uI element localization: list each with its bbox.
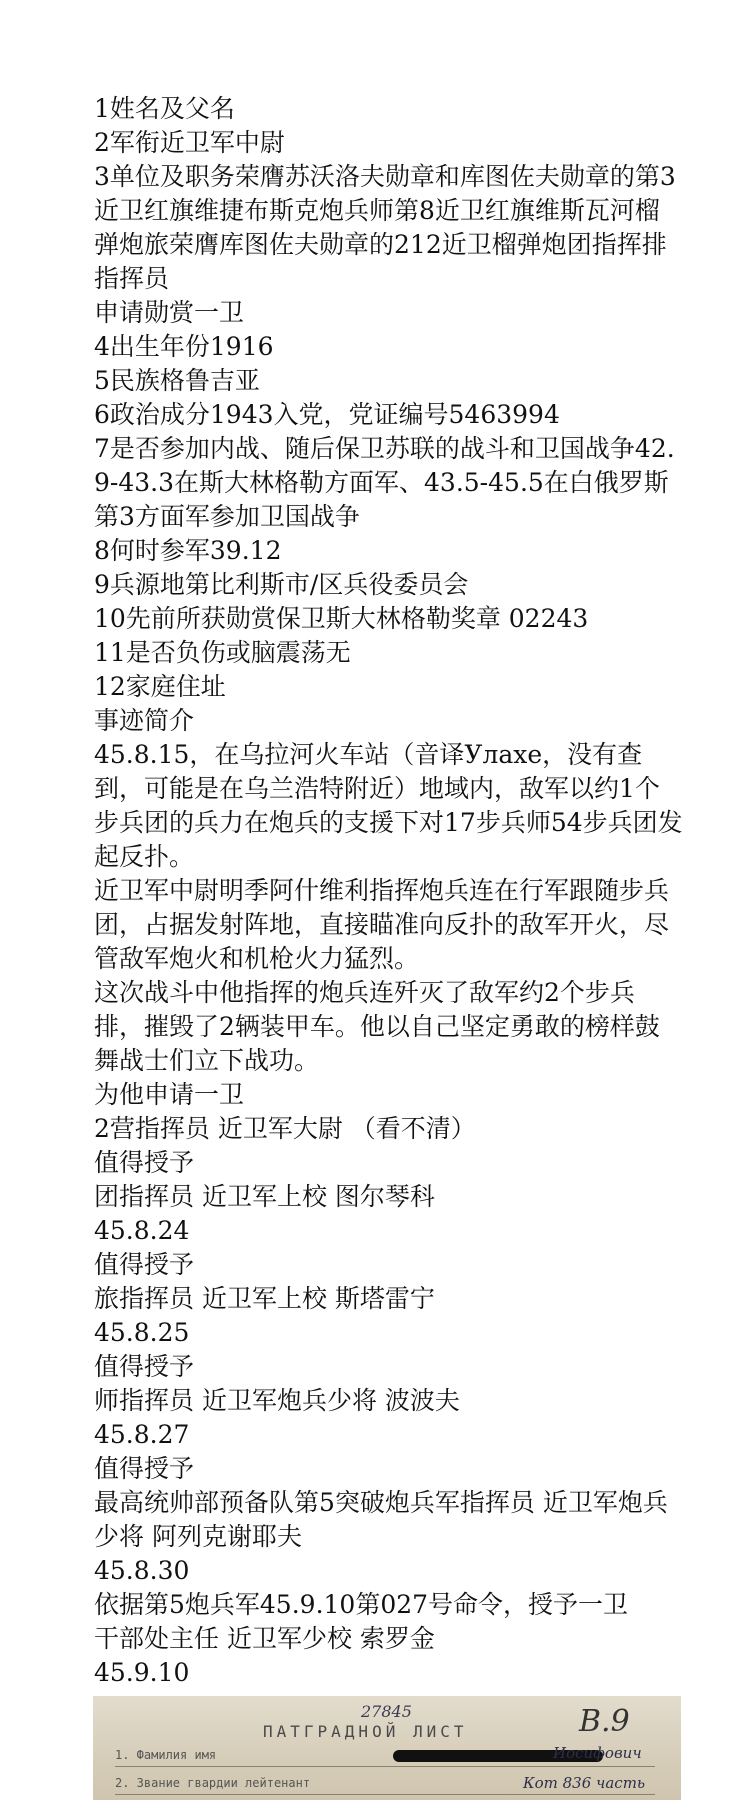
endorsement: 值得授予 [94, 1250, 195, 1279]
field-name: 1姓名及父名 [94, 94, 235, 123]
endorsement: 值得授予 [94, 1454, 195, 1483]
narrative-paragraph: 45.8.15，在乌拉河火车站（音译Улахе，没有查到，可能是在乌兰浩特附近）地域内，敌军以约1个步兵团的兵力在炮兵的支援下对17步兵师54步兵团发起反扑。 [94, 740, 683, 871]
field-nationality: 5民族格鲁吉亚 [94, 366, 260, 395]
field-birth-year: 4出生年份1916 [94, 332, 274, 361]
field-prior-awards: 10先前所获勋赏保卫斯大林格勒奖章 02243 [94, 604, 589, 633]
award-request: 为他申请一卫 [94, 1080, 245, 1109]
signatory: 团指挥员 近卫军上校 图尔琴科 [94, 1182, 435, 1211]
signatory: 最高统帅部预备队第5突破炮兵军指挥员 近卫军炮兵少将 阿列克谢耶夫 [94, 1488, 668, 1551]
date: 45.8.30 [94, 1556, 190, 1585]
scan-rule-line [115, 1766, 655, 1767]
field-rank: 2军衔近卫军中尉 [94, 128, 285, 157]
scan-rule-line [115, 1794, 655, 1795]
field-unit: 3单位及职务荣膺苏沃洛夫勋章和库图佐夫勋章的第3近卫红旗维捷布斯克炮兵师第8近卫红旗维斯瓦河榴弹炮旅荣膺库图佐夫勋章的212近卫榴弹炮团指挥排指挥员 [94, 162, 676, 293]
field-party: 6政治成分1943入党，党证编号5463994 [94, 400, 560, 429]
order-reference: 依据第5炮兵军45.9.10第027号命令，授予一卫 [94, 1590, 629, 1619]
endorsement: 值得授予 [94, 1352, 195, 1381]
scan-handwriting: Иосифович [553, 1744, 642, 1762]
scan-row-label: 2. Звание гвардии лейтенант [115, 1776, 311, 1790]
scan-row-label: 1. Фамилия имя [115, 1748, 217, 1762]
section-heading: 事迹简介 [94, 706, 195, 735]
award-request: 申请勋赏一卫 [94, 298, 245, 327]
date: 45.8.27 [94, 1420, 190, 1449]
date: 45.8.25 [94, 1318, 190, 1347]
narrative-paragraph: 这次战斗中他指挥的炮兵连歼灭了敌军约2个步兵排，摧毁了2辆装甲车。他以自己坚定勇敢的榜样鼓舞战士们立下战功。 [94, 978, 660, 1075]
scan-form-title: ПАТГРАДНОЙ ЛИСТ [263, 1722, 468, 1741]
signatory: 旅指挥员 近卫军上校 斯塔雷宁 [94, 1284, 435, 1313]
signatory: 师指挥员 近卫军炮兵少将 波波夫 [94, 1386, 460, 1415]
signatory: 2营指挥员 近卫军大尉 （看不清） [94, 1114, 476, 1143]
field-address: 12家庭住址 [94, 672, 226, 701]
field-draft-office: 9兵源地第比利斯市/区兵役委员会 [94, 570, 469, 599]
field-wounds: 11是否负伤或脑震荡无 [94, 638, 351, 667]
date: 45.9.10 [94, 1658, 190, 1687]
field-enlisted: 8何时参军39.12 [94, 536, 282, 565]
archival-scan-image [93, 1696, 681, 1800]
scan-handwritten-number: 27845 [361, 1702, 412, 1721]
narrative-paragraph: 近卫军中尉明季阿什维利指挥炮兵连在行军跟随步兵团，占据发射阵地，直接瞄准向反扑的敌军开火，尽管敌军炮火和机枪火力猛烈。 [94, 876, 670, 973]
endorsement: 值得授予 [94, 1148, 195, 1177]
scan-handwriting: Кот 836 часть [523, 1774, 646, 1792]
signatory: 干部处主任 近卫军少校 索罗金 [94, 1624, 435, 1653]
scan-corner-mark: В.9 [579, 1704, 630, 1739]
document-body [94, 92, 684, 1690]
date: 45.8.24 [94, 1216, 190, 1245]
field-war-service: 7是否参加内战、随后保卫苏联的战斗和卫国战争42.9-43.3在斯大林格勒方面军、43.5-45.5在白俄罗斯第3方面军参加卫国战争 [94, 434, 675, 531]
